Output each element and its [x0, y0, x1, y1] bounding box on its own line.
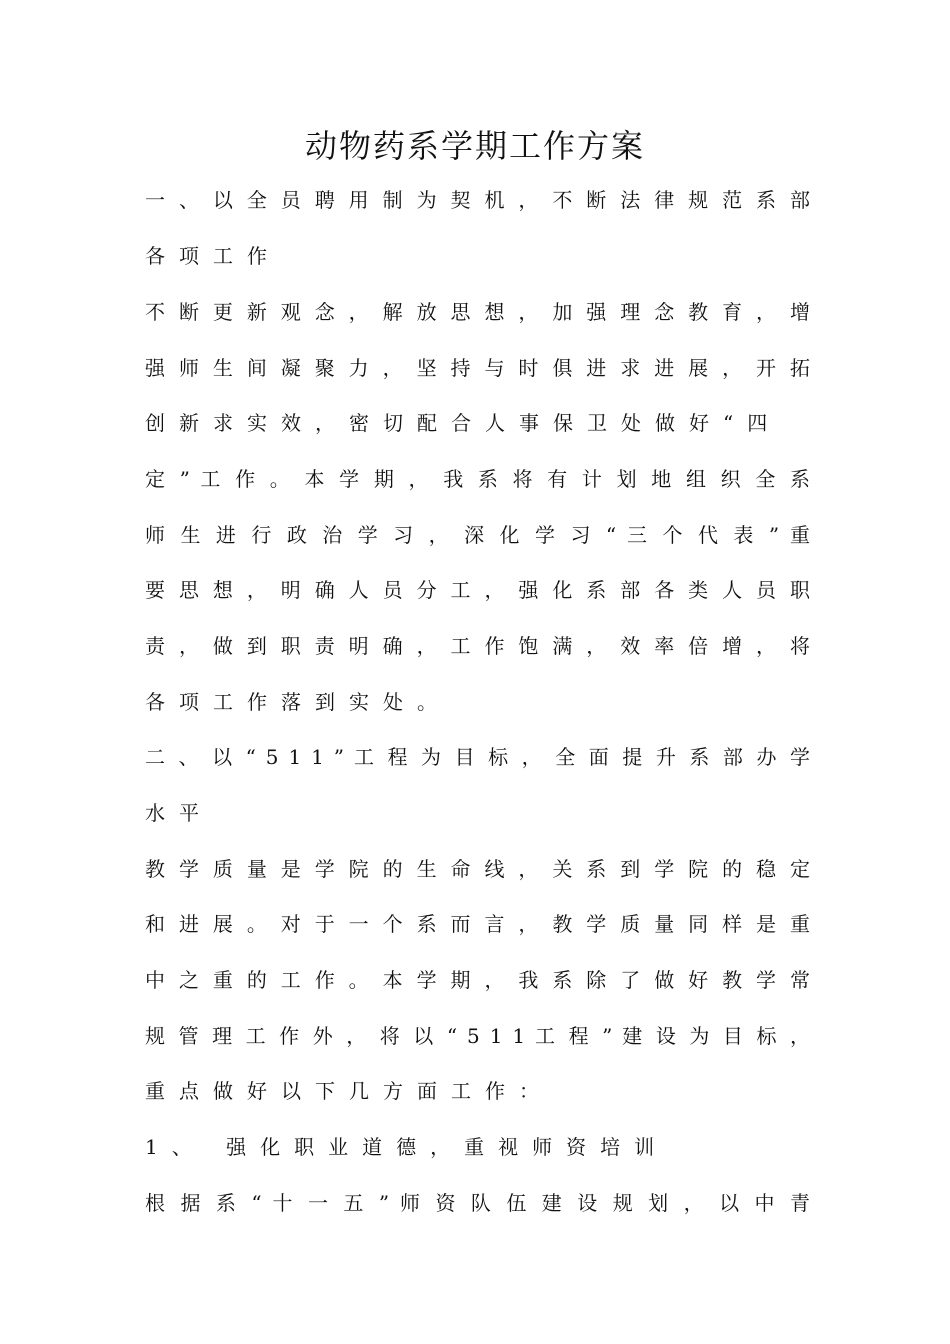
text-line: 中 之 重 的 工 作 。 本 学 期 ， 我 系 除 了 做 好 教 学 常 [145, 968, 810, 992]
text-line: 创新求实效，密切配合人事保卫处做好“四 [145, 411, 782, 435]
text-line: 师 生 进 行 政 治 学 习 ， 深 化 学 习 “ 三 个 代 表 ” 重 [145, 523, 810, 547]
text-line: 规 管 理 工 作 外 ， 将 以 “ 5 1 1 工 程 ” 建 设 为 目 标 ， [145, 1024, 810, 1048]
text-line: 不 断 更 新 观 念 ， 解 放 思 想 ， 加 强 理 念 教 育 ， 增 [145, 300, 810, 324]
text-line: 责 ， 做 到 职 责 明 确 ， 工 作 饱 满 ， 效 率 倍 增 ， 将 [145, 634, 810, 658]
text-line: 水平 [145, 801, 213, 825]
text-line: 重点做好以下几方面工作： [145, 1079, 553, 1103]
text-line: 各项工作落到实处。 [145, 690, 451, 714]
text-line: 各项工作 [145, 244, 281, 268]
text-line: 强 师 生 间 凝 聚 力 ， 坚 持 与 时 俱 进 求 进 展 ， 开 拓 [145, 356, 810, 380]
text-line: 定 ” 工 作 。 本 学 期 ， 我 系 将 有 计 划 地 组 织 全 系 [145, 467, 810, 491]
text-line: 一 、 以 全 员 聘 用 制 为 契 机 ， 不 断 法 律 规 范 系 部 [145, 188, 810, 212]
text-line: 根 据 系 “ 十 一 五 ” 师 资 队 伍 建 设 规 划 ， 以 中 青 [145, 1191, 810, 1215]
text-line: 和 进 展 。 对 于 一 个 系 而 言 ， 教 学 质 量 同 样 是 重 [145, 912, 810, 936]
document-title: 动物药系学期工作方案 [304, 127, 645, 165]
text-line: 要 思 想 ， 明 确 人 员 分 工 ， 强 化 系 部 各 类 人 员 职 [145, 578, 810, 602]
text-line: 1、 强化职业道德，重视师资培训 [145, 1135, 669, 1159]
text-line: 二 、 以 “ 5 1 1 ” 工 程 为 目 标 ， 全 面 提 升 系 部 办 学 [145, 745, 810, 769]
text-line: 教 学 质 量 是 学 院 的 生 命 线 ， 关 系 到 学 院 的 稳 定 [145, 857, 810, 881]
